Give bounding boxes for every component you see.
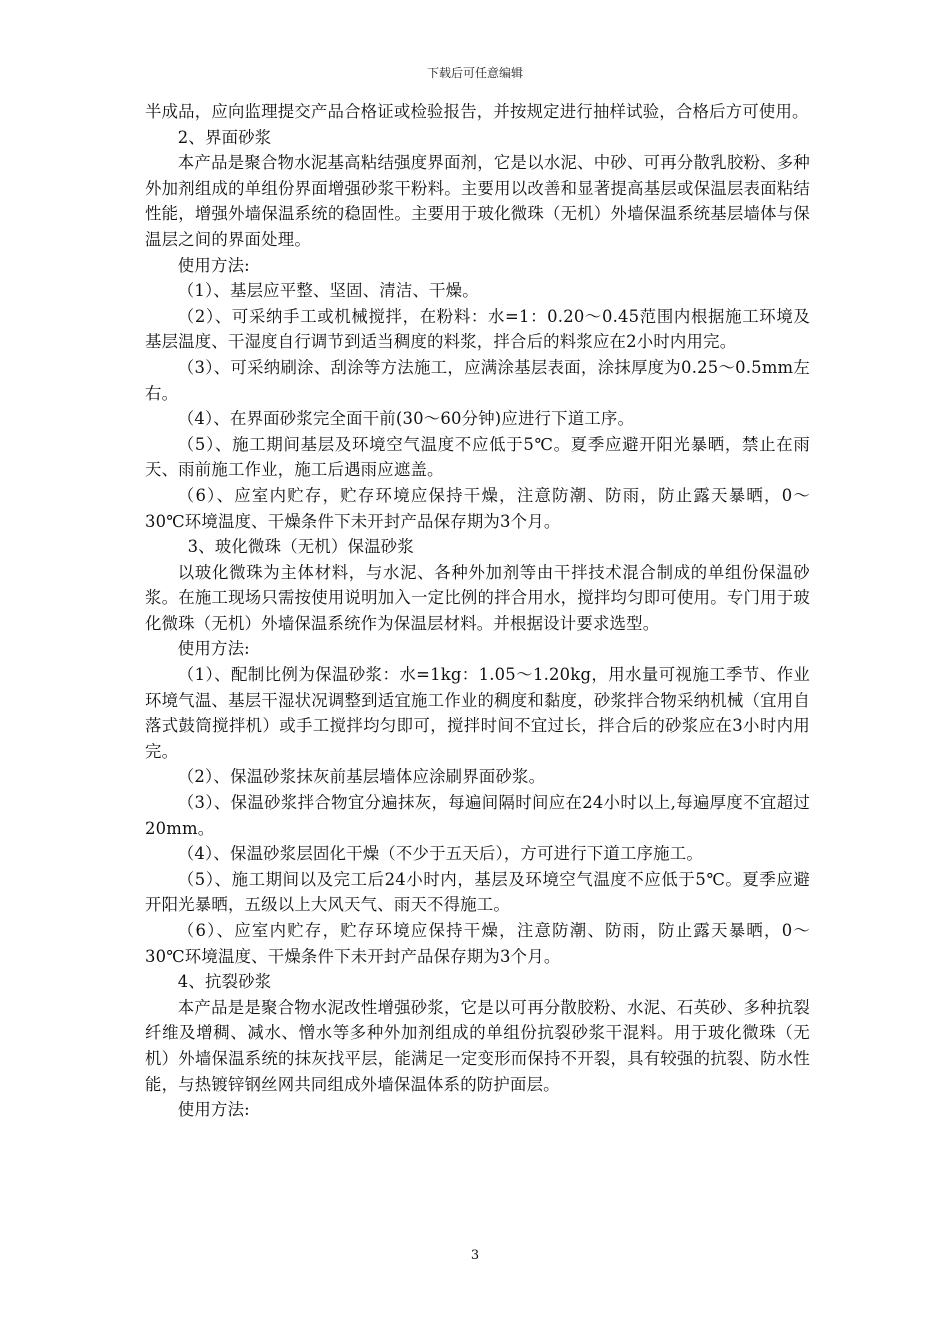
list-item: （3）、保温砂浆拌合物宜分遍抹灰，每遍间隔时间应在24小时以上,每遍厚度不宜超过20mm。 — [145, 793, 810, 838]
list-item: （1）、基层应平整、坚固、清洁、干燥。 — [177, 281, 479, 301]
paragraph: 半成品，应向监理提交产品合格证或检验报告，并按规定进行抽样试验，合格后方可使用。 — [145, 102, 809, 121]
usage-heading: 使用方法: — [177, 255, 250, 275]
list-item: （5）、施工期间以及完工后24小时内，基层及环境空气温度不应低于5℃。夏季应避开阳光暴晒，五级以上大风天气、雨天不得施工。 — [145, 869, 810, 915]
page-header: 下载后可任意编辑 — [426, 66, 523, 80]
list-item: （5）、施工期间基层及环境空气温度不应低于5℃。夏季应避开阳光暴晒，禁止在雨天、雨前施工作业，施工后遇雨应遮盖。 — [145, 434, 810, 480]
section-heading: 4、抗裂砂浆 — [177, 972, 272, 992]
paragraph: 本产品是聚合物水泥基高粘结强度界面剂，它是以水泥、中砂、可再分散乳胶粉、多种外加剂组成的单组份界面增强砂浆干粉料。主要用以改善和显著提高基层或保温层表面粘结性能，增强外墙保温系统的稳固性。主要用于玻化微珠（无机）外墙保温系统基层墙体与保温层之间的界面处理。 — [145, 153, 810, 249]
usage-heading: 使用方法: — [177, 1100, 250, 1120]
page-number: 3 — [470, 1248, 480, 1263]
list-item: （2）、可采纳手工或机械搅拌，在粉料：水=1：0.20～0.45范围内根据施工环境及基层温度、干湿度自行调节到适当稠度的料浆，拌合后的料浆应在2小时内用完。 — [145, 306, 810, 352]
list-item: （4）、保温砂浆层固化干燥（不少于五天后），方可进行下道工序施工。 — [177, 844, 703, 864]
list-item: （2）、保温砂浆抹灰前基层墙体应涂刷界面砂浆。 — [177, 767, 546, 787]
list-item: （6）、应室内贮存，贮存环境应保持干燥，注意防潮、防雨，防止露天暴晒，0～30℃环境温度、干燥条件下未开封产品保存期为3个月。 — [145, 485, 810, 531]
section-heading: 2、界面砂浆 — [177, 127, 272, 147]
section-heading: 3、玻化微珠（无机）保温砂浆 — [187, 537, 414, 557]
list-item: （6）、应室内贮存，贮存环境应保持干燥，注意防潮、防雨，防止露天暴晒，0～30℃环境温度、干燥条件下未开封产品保存期为3个月。 — [145, 921, 810, 966]
list-item: （1）、配制比例为保温砂浆：水=1kg：1.05～1.20kg，用水量可视施工季节、作业环境气温、基层干湿状况调整到适宜施工作业的稠度和黏度，砂浆拌合物采纳机械（宜用自落式鼓筒搅拌机）或手工搅拌均匀即可，搅拌时间不宜过长，拌合后的砂浆应在3小时内用完。 — [145, 665, 810, 761]
usage-heading: 使用方法: — [177, 639, 250, 659]
list-item: （4）、在界面砂浆完全面干前(30～60分钟)应进行下道工序。 — [177, 409, 635, 429]
paragraph: 以玻化微珠为主体材料，与水泥、各种外加剂等由干拌技术混合制成的单组份保温砂浆。在施工现场只需按使用说明加入一定比例的拌合用水，搅拌均匀即可使用。专门用于玻化微珠（无机）外墙保温系统作为保温层材料。并根据设计要求选型。 — [145, 562, 810, 633]
list-item: （3）、可采纳刷涂、刮涂等方法施工，应满涂基层表面，涂抹厚度为0.25～0.5mm左右。 — [145, 357, 810, 403]
paragraph: 本产品是是聚合物水泥改性增强砂浆，它是以可再分散胶粉、水泥、石英砂、多种抗裂纤维及增稠、减水、憎水等多种外加剂组成的单组份抗裂砂浆干混料。用于玻化微珠（无机）外墙保温系统的抹灰找平层，能满足一定变形而保持不开裂，具有较强的抗裂、防水性能，与热镀锌钢丝网共同组成外墙保温体系的防护面层。 — [145, 997, 810, 1094]
document-body — [145, 99, 810, 1123]
